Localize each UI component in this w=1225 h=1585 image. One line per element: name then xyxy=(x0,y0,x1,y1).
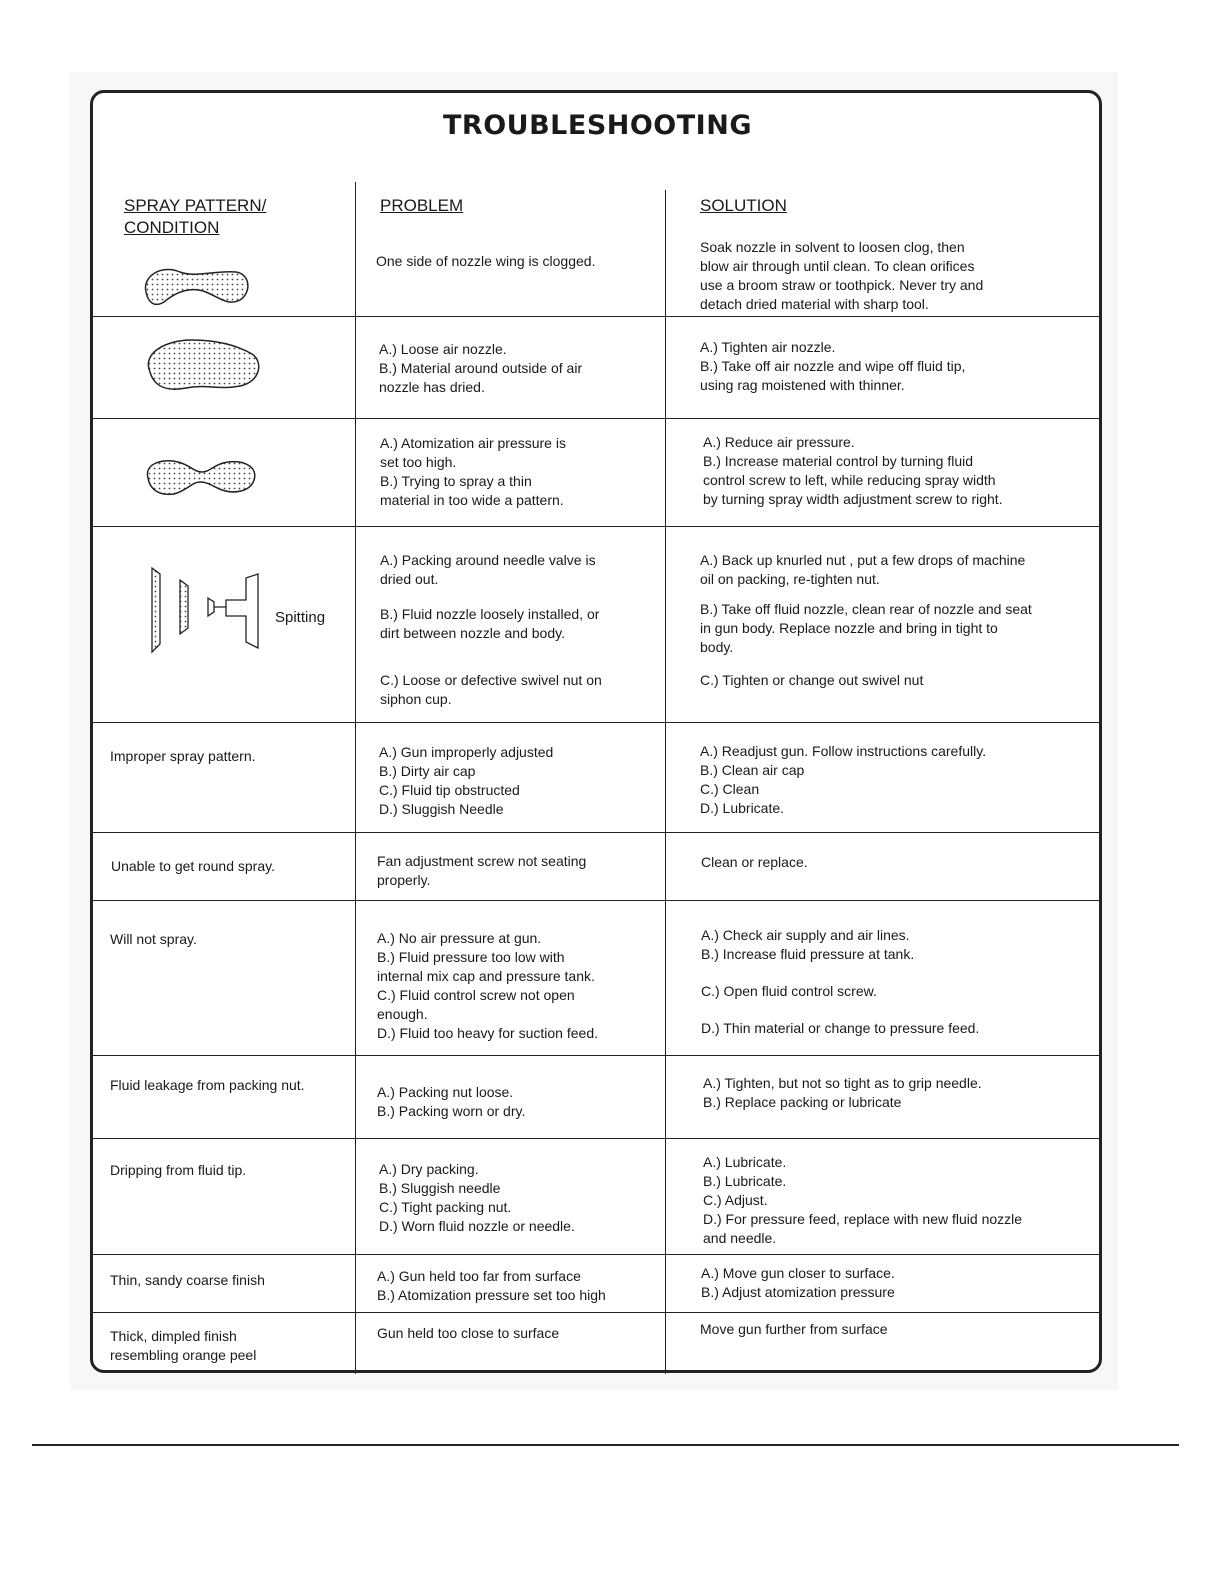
spitting-pattern-icon xyxy=(148,564,266,658)
solution-text: A.) Reduce air pressure. B.) Increase material control by turning fluid control screw to left, while reducing spray width by turning spray width adjustment screw to right. xyxy=(703,434,1003,507)
footer-rule xyxy=(32,1444,1179,1446)
condition-text: Fluid leakage from packing nut. xyxy=(110,1077,305,1093)
row-divider xyxy=(90,316,1102,317)
condition-text: Thin, sandy coarse finish xyxy=(110,1272,265,1288)
row-divider xyxy=(90,1138,1102,1139)
problem-text: A.) Loose air nozzle. B.) Material around outside of air nozzle has dried. xyxy=(379,341,583,395)
solution-text: Clean or replace. xyxy=(701,854,808,870)
solution-text: A.) Back up knurled nut , put a few drops of machine oil on packing, re-tighten nut. xyxy=(700,552,1026,587)
solution-text: Move gun further from surface xyxy=(700,1321,888,1337)
condition-text: Dripping from fluid tip. xyxy=(110,1162,247,1178)
solution-text: C.) Tighten or change out swivel nut xyxy=(700,672,924,688)
row-divider xyxy=(90,1312,1102,1313)
solution-text: D.) Thin material or change to pressure feed. xyxy=(701,1020,980,1036)
solution-text: Soak nozzle in solvent to loosen clog, then blow air through until clean. To clean orifices use a broom straw or toothpick. Never try and detach dried material with sharp tool. xyxy=(700,239,984,312)
problem-text: A.) Gun improperly adjusted B.) Dirty air cap C.) Fluid tip obstructed D.) Sluggish Needle xyxy=(379,744,554,817)
heavy-end-pattern-icon xyxy=(142,336,264,394)
row-divider xyxy=(90,722,1102,723)
condition-label-spitting: Spitting xyxy=(275,609,326,626)
row-divider xyxy=(90,1254,1102,1255)
split-pattern-icon xyxy=(142,456,260,498)
solution-text: C.) Open fluid control screw. xyxy=(701,983,877,999)
row-divider xyxy=(90,1055,1102,1056)
solution-text: A.) Check air supply and air lines. B.) Increase fluid pressure at tank. xyxy=(701,927,915,962)
row-divider xyxy=(90,418,1102,419)
problem-text: A.) Packing nut loose. B.) Packing worn or dry. xyxy=(377,1084,526,1119)
row-divider xyxy=(90,832,1102,833)
problem-text: A.) Gun held too far from surface B.) Atomization pressure set too high xyxy=(377,1268,606,1303)
header-spray-pattern-condition: SPRAY PATTERN/ CONDITION xyxy=(124,196,267,237)
condition-text: Thick, dimpled finish resembling orange peel xyxy=(110,1328,257,1363)
problem-text: B.) Fluid nozzle loosely installed, or dirt between nozzle and body. xyxy=(380,606,600,641)
problem-text: C.) Loose or defective swivel nut on siphon cup. xyxy=(380,672,602,707)
condition-text: Unable to get round spray. xyxy=(111,858,275,874)
column-divider-2 xyxy=(665,190,666,1374)
solution-text: B.) Take off fluid nozzle, clean rear of nozzle and seat in gun body. Replace nozzle and bring in tight to body. xyxy=(700,601,1032,655)
condition-text: Improper spray pattern. xyxy=(110,748,256,764)
row-divider xyxy=(90,526,1102,527)
header-solution: SOLUTION xyxy=(700,196,787,215)
problem-text: A.) Packing around needle valve is dried out. xyxy=(380,552,596,587)
solution-text: A.) Move gun closer to surface. B.) Adjust atomization pressure xyxy=(701,1265,895,1300)
problem-text: A.) No air pressure at gun. B.) Fluid pressure too low with internal mix cap and pressure tank. C.) Fluid control screw not open enough. D.) Fluid too heavy for suction feed. xyxy=(377,930,598,1041)
solution-text: A.) Readjust gun. Follow instructions carefully. B.) Clean air cap C.) Clean D.) Lubricate. xyxy=(700,743,987,816)
problem-text: Gun held too close to surface xyxy=(377,1325,560,1341)
condition-text: Will not spray. xyxy=(110,931,197,947)
column-divider-1 xyxy=(355,182,356,1374)
solution-text: A.) Lubricate. B.) Lubricate. C.) Adjust. D.) For pressure feed, replace with new fluid nozzle and needle. xyxy=(703,1154,1023,1246)
solution-text: A.) Tighten air nozzle. B.) Take off air nozzle and wipe off fluid tip, using rag moistened with thinner. xyxy=(700,339,966,393)
problem-text: A.) Atomization air pressure is set too high. B.) Trying to spray a thin material in too wide a pattern. xyxy=(380,435,566,508)
problem-text: Fan adjustment screw not seating properly. xyxy=(377,853,587,888)
header-problem: PROBLEM xyxy=(380,196,464,215)
page-title: TROUBLESHOOTING xyxy=(443,110,752,141)
clogged-wing-pattern-icon xyxy=(140,262,254,308)
problem-text: A.) Dry packing. B.) Sluggish needle C.) Tight packing nut. D.) Worn fluid nozzle or needle. xyxy=(379,1161,575,1234)
problem-text: One side of nozzle wing is clogged. xyxy=(376,253,596,269)
solution-text: A.) Tighten, but not so tight as to grip needle. B.) Replace packing or lubricate xyxy=(703,1075,982,1110)
row-divider xyxy=(90,900,1102,901)
